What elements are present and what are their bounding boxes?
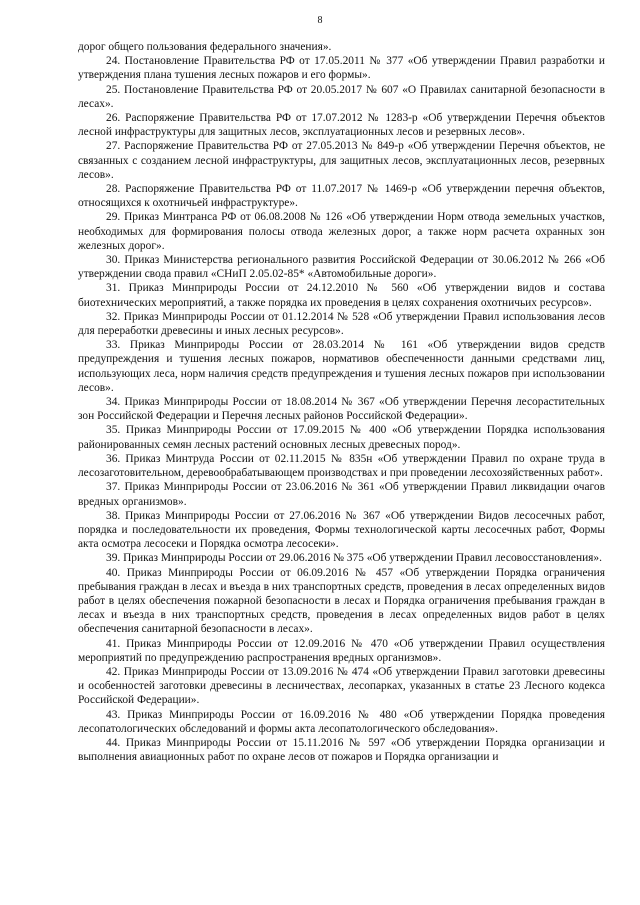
list-item-29: 29. Приказ Минтранса РФ от 06.08.2008 № 126 «Об утверждении Норм отвода земельных участков, необходимых для формирования полосы отвода железных дорог, а также норм расчета охранных зон железных дорог». [78, 211, 605, 252]
list-item-28: 28. Распоряжение Правительства РФ от 11.07.2017 № 1469-р «Об утверждении перечня объектов, относящихся к охотничьей инфраструктуре». [78, 183, 605, 210]
list-item-40: 40. Приказ Минприроды России от 06.09.2016 № 457 «Об утверждении Порядка ограничения пребывания граждан в лесах и въезда в них транспортных средств, проведения в лесах определенных видов работ в целях обеспечения пожарной безопасности в лесах и Порядка ограничения пребывания граждан в лесах и въезда в них транспортных средств, проведения в лесах определенных видов работ в целях обеспечения санитарной безопасности в лесах». [78, 566, 605, 636]
continuation-paragraph: дорог общего пользования федерального значения». [78, 41, 332, 53]
list-item-27: 27. Распоряжение Правительства РФ от 27.05.2013 № 849-р «Об утверждении Перечня объектов, не связанных с созданием лесной инфраструктуры, для защитных лесов, эксплуатационных лесов, резервных лесов». [78, 140, 605, 181]
list-item-26: 26. Распоряжение Правительства РФ от 17.07.2012 № 1283-р «Об утверждении Перечня объектов лесной инфраструктуры для защитных лесов, эксплуатационных лесов и резервных лесов». [78, 112, 605, 139]
list-item-32: 32. Приказ Минприроды России от 01.12.2014 № 528 «Об утверждении Правил использования лесов для переработки древесины и иных лесных ресурсов». [78, 310, 605, 338]
list-item-39: 39. Приказ Минприроды России от 29.06.2016 № 375 «Об утверждении Правил лесовосстановления». [106, 552, 602, 565]
list-item-37: 37. Приказ Минприроды России от 23.06.2016 № 361 «Об утверждении Правил ликвидации очагов вредных организмов». [78, 481, 605, 508]
list-item-42: 42. Приказ Минприроды России от 13.09.2016 № 474 «Об утверждении Правил заготовки древесины и особенностей заготовки древесины в лесничествах, лесопарках, указанных в статье 23 Лесного кодекса Российской Федерации». [78, 665, 605, 707]
list-item-35: 35. Приказ Минприроды России от 17.09.2015 № 400 «Об утверждении Порядка использования районированных семян лесных растений основных лесных древесных пород». [78, 424, 605, 451]
list-item-38: 38. Приказ Минприроды России от 27.06.2016 № 367 «Об утверждении Видов лесосечных работ, порядка и последовательности их проведения, Формы технологической карты лесосечных работ, Формы акта осмотра лесосеки и Порядка осмотра лесосеки». [78, 509, 605, 551]
list-item-31: 31. Приказ Минприроды России от 24.12.2010 № 560 «Об утверждении видов и состава биотехнических мероприятий, а также порядка их проведения в целях сохранения охотничьих ресурсов». [78, 282, 605, 309]
list-item-33: 33. Приказ Минприроды России от 28.03.2014 № 161 «Об утверждении видов средств предупреждения и тушения лесных пожаров, нормативов обеспеченности данными средствами лиц, использующих леса, норм наличия средств предупреждения и тушения лесных пожаров при использовании лесов». [78, 339, 605, 394]
list-item-24: 24. Постановление Правительства РФ от 17.05.2011 № 377 «Об утверждении Правил разработки и утверждения плана тушения лесных пожаров и его формы». [78, 55, 605, 82]
list-item-34: 34. Приказ Минприроды России от 18.08.2014 № 367 «Об утверждении Перечня лесорастительных зон Российской Федерации и Перечня лесных районов Российской Федерации». [78, 396, 605, 423]
list-item-43: 43. Приказ Минприроды России от 16.09.2016 № 480 «Об утверждении Порядка проведения лесопатологических обследований и формы акта лесопатологического обследования». [78, 708, 605, 735]
page-number: 8 [317, 15, 323, 26]
list-item-44: 44. Приказ Минприроды России от 15.11.2016 № 597 «Об утверждении Порядка организации и выполнения авиационных работ по охране лесов от пожаров и Порядка организации и [78, 736, 605, 764]
list-item-41: 41. Приказ Минприроды России от 12.09.2016 № 470 «Об утверждении Правил осуществления мероприятий по предупреждению распространения вредных организмов». [78, 637, 605, 664]
list-item-25: 25. Постановление Правительства РФ от 20.05.2017 № 607 «О Правилах санитарной безопасности в лесах». [78, 83, 605, 110]
document-body [78, 40, 605, 764]
list-item-30: 30. Приказ Министерства регионального развития Российской Федерации от 30.06.2012 № 266 «Об утверждении свода правил «СНиП 2.05.02-85* «Автомобильные дороги». [78, 254, 605, 281]
list-item-36: 36. Приказ Минтруда России от 02.11.2015 № 835н «Об утверждении Правил по охране труда в лесозаготовительном, деревообрабатывающем производствах и при проведении лесохозяйственных работ». [78, 452, 605, 480]
